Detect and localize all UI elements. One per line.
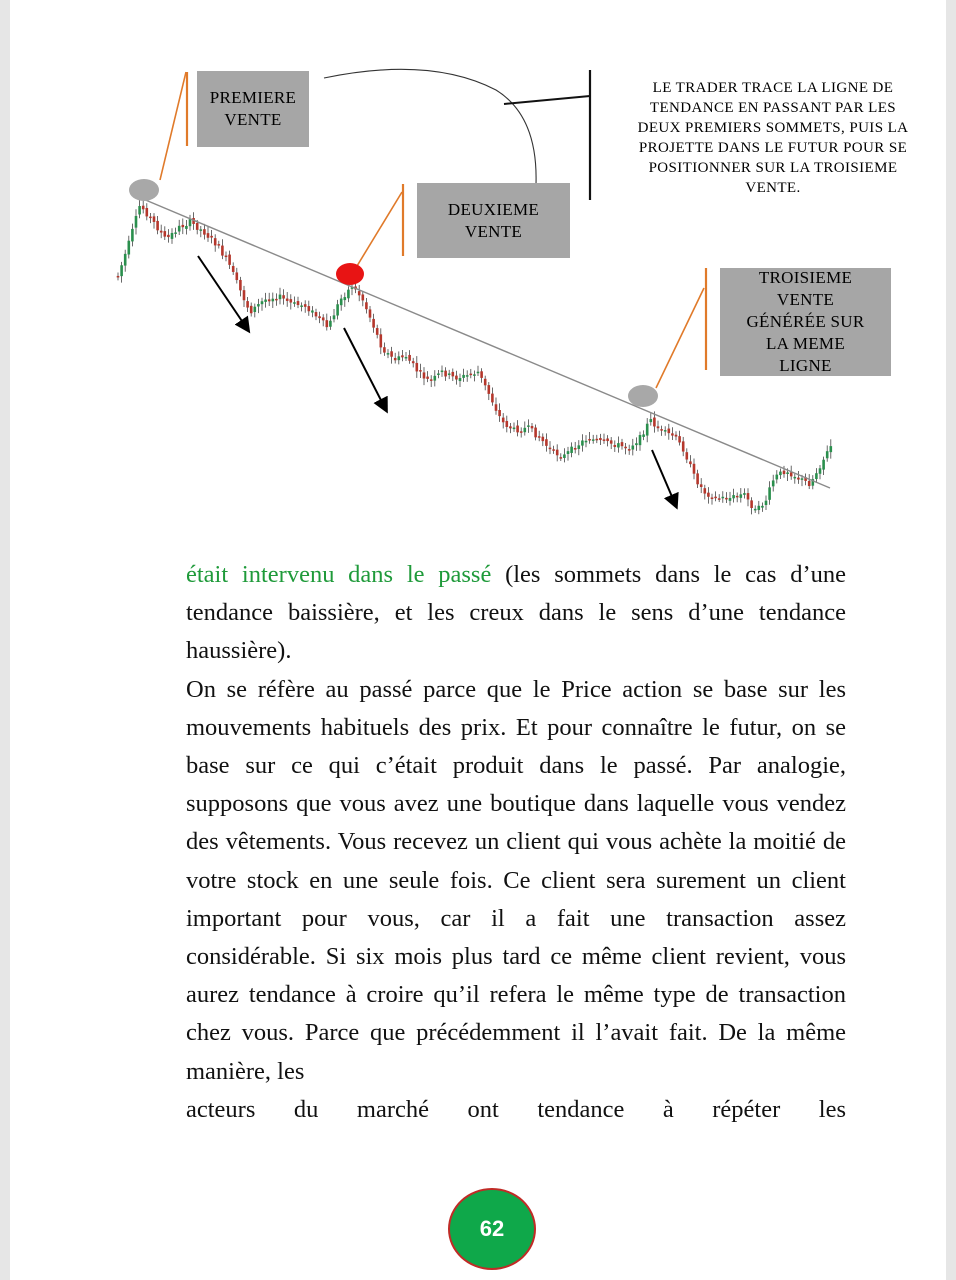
candle-body [689,461,692,464]
candle-body [376,328,379,335]
candle-body [383,347,386,352]
candle-body [714,497,717,499]
candle-body [570,447,573,453]
candle-body [592,439,595,441]
candle-body [257,304,260,306]
candle-body [228,255,231,265]
candle-body [135,216,138,228]
candle-body [149,217,152,219]
candle-body [797,478,800,480]
candle-body [621,442,624,446]
candle-body [160,231,163,233]
candle-body [480,371,483,378]
candle-body [293,302,296,304]
candle-body [610,440,613,443]
candle-body [650,419,653,422]
candle-body [243,290,246,300]
candle-body [783,471,786,474]
candle-body [182,225,185,227]
candle-body [207,233,210,238]
candle-body [380,334,383,347]
candle-body [588,439,591,441]
candle-body [466,375,469,377]
candle-body [578,445,581,449]
candle-body [156,221,159,230]
candle-body [707,493,710,497]
candle-body [315,312,318,316]
candle-body [300,305,303,307]
candle-body [131,229,134,241]
note-pointer [504,96,590,104]
candle-body [790,472,793,476]
candle-body [524,428,527,432]
page-number: 62 [479,1216,505,1241]
candle-body [642,434,645,437]
candle-body [365,302,368,309]
candle-body [405,357,408,359]
candle-body [556,450,559,456]
candle-body [308,306,311,311]
candle-body [174,232,177,234]
candle-body [632,446,635,450]
candle-body [434,376,437,381]
candle-body [250,306,253,313]
candle-body [603,439,606,441]
candle-body [441,371,444,373]
candle-body [329,321,332,327]
candle-body [531,426,534,428]
candle-body [794,477,797,479]
candle-body [563,454,566,458]
leader-line-third [656,288,704,388]
candle-body [657,426,660,428]
candle-body [815,473,818,479]
candle-body [423,372,426,378]
candle-body [786,472,789,474]
candle-body [264,300,267,302]
paragraph-2: On se réfère au passé parce que le Price action se base sur les mouvements habituels des prix. Et pour connaître le futur, on se base sur ce qui c’était produit dans le passé. Par analogie, supposons que vous avez une boutique dans laquelle vous vendez des vêtements. Vous recevez un client qui vous achète la moitié de votre stock en une seule fois. Ce client sera surement un client important pour vous, car il a fait une transaction assez considérable. Si six mois plus tard ce même client revient, vous aurez tendance à croire qu’il refera le même type de transaction chez vous. Parce que précédemment il l’avait fait. De la même manière, les acteurs du marché ont tendance à répéter les [186,671,846,1129]
candle-body [347,290,350,299]
candle-body [279,295,282,300]
candle-body [261,301,264,304]
candle-body [779,472,782,476]
candle-body [448,373,451,375]
candle-body [340,299,343,306]
candle-body [711,497,714,499]
candle-body [491,394,494,403]
candle-body [750,500,753,508]
label-second-sale: DEUXIEME VENTE [417,183,570,258]
candle-body [628,449,631,451]
book-page [10,0,946,1280]
candle-body [117,276,120,278]
candle-body [729,498,732,501]
candle-body [516,426,519,433]
candle-body [153,216,156,222]
candle-body [437,373,440,375]
candle-body [696,473,699,484]
candle-body [430,379,433,381]
candle-body [167,235,170,237]
candle-body [725,498,728,500]
candle-body [549,448,552,450]
candle-body [509,426,512,428]
candle-body [776,475,779,480]
highlighted-phrase: était intervenu dans le passé [186,561,492,588]
candle-body [200,229,203,231]
candle-body [138,206,141,214]
candle-body [394,358,397,360]
candle-body [722,497,725,499]
candle-body [246,301,249,307]
candle-body [718,498,721,500]
candle-body [668,429,671,434]
candle-body [412,361,415,363]
candle-body [520,431,523,433]
candle-body [344,297,347,300]
candle-body [196,223,199,230]
candle-body [772,480,775,486]
candle-body [732,495,735,498]
candle-body [606,438,609,441]
candle-body [282,295,285,298]
candle-body [426,377,429,379]
candle-body [142,206,145,210]
candle-body [502,418,505,423]
candle-body [444,371,447,377]
candle-body [574,448,577,450]
candle-body [419,370,422,372]
candle-body [617,443,620,447]
candle-body [819,468,822,473]
candle-body [290,299,293,302]
candle-body [488,385,491,394]
candle-body [740,494,743,498]
candle-body [254,307,257,312]
candle-body [513,428,516,430]
label-third-sale: TROISIEME VENTE GÉNÉRÉE SUR LA MEME LIGNE [720,268,891,376]
candle-body [416,363,419,371]
candle-body [808,481,811,486]
candle-body [614,445,617,447]
candle-body [646,424,649,436]
candle-body [765,501,768,505]
candle-body [333,315,336,319]
leader-line-first [160,72,186,180]
candle-body [286,299,289,301]
candle-body [678,436,681,442]
candle-body [318,316,321,318]
candle-body [268,299,271,301]
candle-body [682,441,685,451]
candle-body [822,460,825,470]
candle-body [225,256,228,258]
candle-body [743,493,746,495]
candle-body [758,506,761,510]
candle-body [210,236,213,238]
candle-body [470,374,473,376]
candle-body [560,457,563,459]
candle-body [527,425,530,427]
candle-body [693,464,696,474]
candle-body [473,374,476,376]
candle-body [185,226,188,229]
candle-body [495,404,498,411]
candle-body [239,280,242,290]
candle-body [218,244,221,246]
candle-body [462,375,465,378]
candle-body [545,439,548,446]
candle-body [567,451,570,454]
candle-body [189,219,192,226]
connector-arc [324,69,536,184]
candle-body [585,441,588,443]
candle-body [660,429,663,431]
candle-body [275,299,278,301]
candle-body [736,496,739,498]
candle-body [599,438,602,440]
candle-body [506,421,509,427]
candle-body [304,304,307,307]
candle-body [754,509,757,511]
candle-body [624,447,627,449]
candle-body [236,272,239,280]
candle-body [671,433,674,435]
candle-body [398,356,401,360]
candle-body [704,488,707,493]
candle-body [322,317,325,320]
paragraph-1 [186,556,846,671]
candle-body [675,435,678,437]
candle-body [538,436,541,438]
candle-body [221,246,224,256]
chart-explanation-note: LE TRADER TRACE LA LIGNE DE TENDANCE EN PASSANT PAR LES DEUX PREMIERS SOMMETS, PUIS LA PROJETTE DANS LE FUTUR POUR SE POSITIONNER SUR LA TROISIEME VENTE. [637,80,909,196]
candle-body [542,437,545,441]
candle-body [272,299,275,302]
candle-body [498,410,501,416]
candle-body [297,301,300,305]
candle-body [635,443,638,445]
candle-body [178,226,181,232]
candle-body [459,378,462,381]
candle-body [146,208,149,216]
candle-body [581,441,584,446]
candle-body [826,451,829,458]
candle-body [128,241,131,255]
page-number-badge [448,1188,536,1270]
candle-body [232,266,235,272]
paragraph-2-last-line: acteurs du marché ont tendance à répéter les [186,1095,846,1123]
candle-body [164,231,167,237]
candle-body [534,428,537,438]
candle-body [761,506,764,508]
candle-body [124,254,127,266]
candle-body [362,294,365,300]
marker-first-sale [129,179,159,201]
marker-second-sale [336,263,364,285]
candle-body [664,430,667,432]
candle-body [768,487,771,499]
candle-body [326,320,329,327]
candle-body [653,418,656,427]
candle-body [552,449,555,451]
paragraph-1-rest: (les sommets dans le cas d’une tendance baissière, et les creux dans le sens d’une tendance haussière). [186,561,846,665]
candle-body [639,435,642,445]
marker-third-sale [628,385,658,407]
candle-body [747,493,750,499]
candle-body [484,379,487,386]
candle-body [477,372,480,374]
body-text [186,556,846,1129]
candle-body [214,238,217,245]
candle-body [452,372,455,376]
candle-body [596,439,599,441]
candle-body [401,355,404,357]
candle-body [387,353,390,355]
candle-body [830,446,833,452]
arrow-down-3 [652,450,676,506]
candle-body [311,310,314,312]
candle-body [369,309,372,317]
candle-body [358,291,361,295]
candle-body [372,319,375,328]
candle-body [120,265,123,276]
candle-body [203,229,206,234]
candle-body [390,351,393,356]
candle-body [686,452,689,459]
candle-body [455,376,458,380]
candle-body [171,233,174,239]
leader-line-second [357,192,402,266]
candle-body [700,484,703,487]
candle-body [801,478,804,480]
candle-body [336,304,339,315]
label-first-sale: PREMIERE VENTE [197,71,309,147]
candle-body [408,355,411,361]
